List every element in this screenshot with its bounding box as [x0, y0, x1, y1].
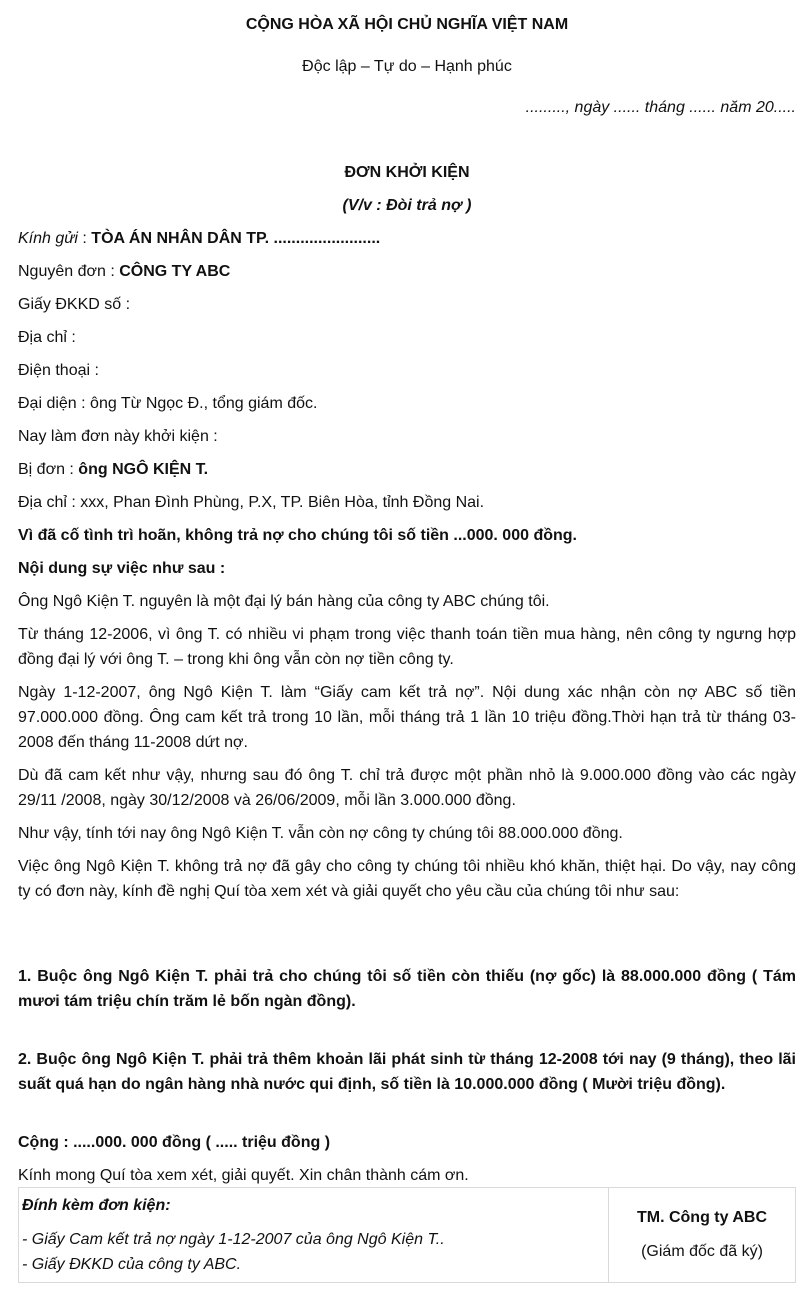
paragraph: Dù đã cam kết như vậy, nhưng sau đó ông T. chỉ trả được một phần nhỏ là 9.000.000 đồng vào các ngày 29/11 /2008, ngày 30/12/2008 và 26/06/2009, mỗi lần 3.000.000 đồng. — [18, 767, 796, 809]
defendant-line — [18, 457, 796, 482]
plaintiff-phone: Điện thoại : — [18, 362, 99, 379]
motto: Độc lập – Tự do – Hạnh phúc — [302, 58, 512, 75]
attachment-item: - Giấy Cam kết trả nợ ngày 1-12-2007 của ông Ngô Kiện T.. — [22, 1231, 445, 1248]
paragraph: Từ tháng 12-2006, vì ông T. có nhiều vi phạm trong việc thanh toán tiền mua hàng, nên công ty ngưng hợp đồng đại lý với ông T. – trong khi ông vẫn còn nợ tiền công ty. — [18, 626, 796, 668]
request-item: 2. Buộc ông Ngô Kiện T. phải trả thêm khoản lãi phát sinh từ tháng 12-2008 tới nay (9 tháng), theo lãi suất quá hạn do ngân hàng nhà nước qui định, số tiền là 10.000.000 đồng ( Mười triệu đồng). — [18, 1051, 796, 1093]
paragraph: Việc ông Ngô Kiện T. không trả nợ đã gây cho công ty chúng tôi nhiều khó khăn, thiệt hại. Do vậy, nay công ty có đơn này, kính đề nghị Quí tòa xem xét và giải quyết cho yêu cầu của chúng tôi như sau: — [18, 858, 796, 900]
plaintiff-representative: Đại diện : ông Từ Ngọc Đ., tổng giám đốc. — [18, 395, 318, 412]
plaintiff-address: Địa chỉ : — [18, 329, 76, 346]
attachment-item: - Giấy ĐKKD của công ty ABC. — [22, 1256, 242, 1273]
plaintiff-label: Nguyên đơn : — [18, 263, 120, 280]
defendant-value: ông NGÔ KIỆN T. — [78, 461, 209, 478]
claim-reason: Vì đã cố tình trì hoãn, không trả nợ cho chúng tôi số tiền ...000. 000 đồng. — [18, 527, 577, 544]
closing-line: Kính mong Quí tòa xem xét, giải quyết. Xin chân thành cám ơn. — [18, 1167, 469, 1184]
plaintiff-license: Giấy ĐKKD số : — [18, 296, 131, 313]
document-subtitle: (V/v : Đòi trả nợ ) — [342, 197, 472, 214]
request-item: 1. Buộc ông Ngô Kiện T. phải trả cho chúng tôi số tiền còn thiếu (nợ gốc) là 88.000.000 đồng ( Tám mươi tám triệu chín trăm lẻ bốn ngàn đồng). — [18, 968, 796, 1010]
recipient-sep: : — [77, 230, 92, 247]
recipient-label: Kính gửi — [18, 230, 78, 247]
signature-org: TM. Công ty ABC — [636, 1209, 768, 1226]
country-heading: CỘNG HÒA XÃ HỘI CHỦ NGHĨA VIỆT NAM — [245, 16, 569, 33]
attachment-signature-table — [18, 1187, 796, 1283]
recipient-value: TÒA ÁN NHÂN DÂN TP. ........................ — [91, 230, 381, 247]
intro-line: Nay làm đơn này khởi kiện : — [18, 428, 218, 445]
plaintiff-line — [18, 259, 796, 284]
attachments-cell — [19, 1188, 609, 1283]
paragraph: Ngày 1-12-2007, ông Ngô Kiện T. làm “Giấy cam kết trả nợ”. Nội dung xác nhận còn nợ ABC số tiền 97.000.000 đồng. Ông cam kết trả trong 10 lần, mỗi tháng trả 1 lần 10 triệu đồng.Thời hạn trả từ tháng 03-2008 đến tháng 11-2008 dứt nợ. — [18, 684, 796, 751]
document-title: ĐƠN KHỞI KIỆN — [344, 164, 470, 181]
content-heading: Nội dung sự việc như sau : — [18, 560, 226, 577]
defendant-address: Địa chỉ : xxx, Phan Đình Phùng, P.X, TP. Biên Hòa, tỉnh Đồng Nai. — [18, 494, 485, 511]
recipient-line — [18, 226, 796, 251]
attachments-heading: Đính kèm đơn kiện: — [22, 1197, 171, 1214]
paragraph: Như vậy, tính tới nay ông Ngô Kiện T. vẫn còn nợ công ty chúng tôi 88.000.000 đồng. — [18, 825, 623, 842]
total-line: Cộng : .....000. 000 đồng ( ..... triệu đồng ) — [18, 1134, 331, 1151]
plaintiff-value: CÔNG TY ABC — [119, 263, 231, 280]
signature-cell — [609, 1188, 796, 1283]
signature-note: (Giám đốc đã ký) — [641, 1243, 763, 1260]
defendant-label: Bị đơn : — [18, 461, 79, 478]
place-date: ........., ngày ...... tháng ...... năm 20..... — [525, 99, 796, 116]
paragraph: Ông Ngô Kiện T. nguyên là một đại lý bán hàng của công ty ABC chúng tôi. — [18, 593, 550, 610]
